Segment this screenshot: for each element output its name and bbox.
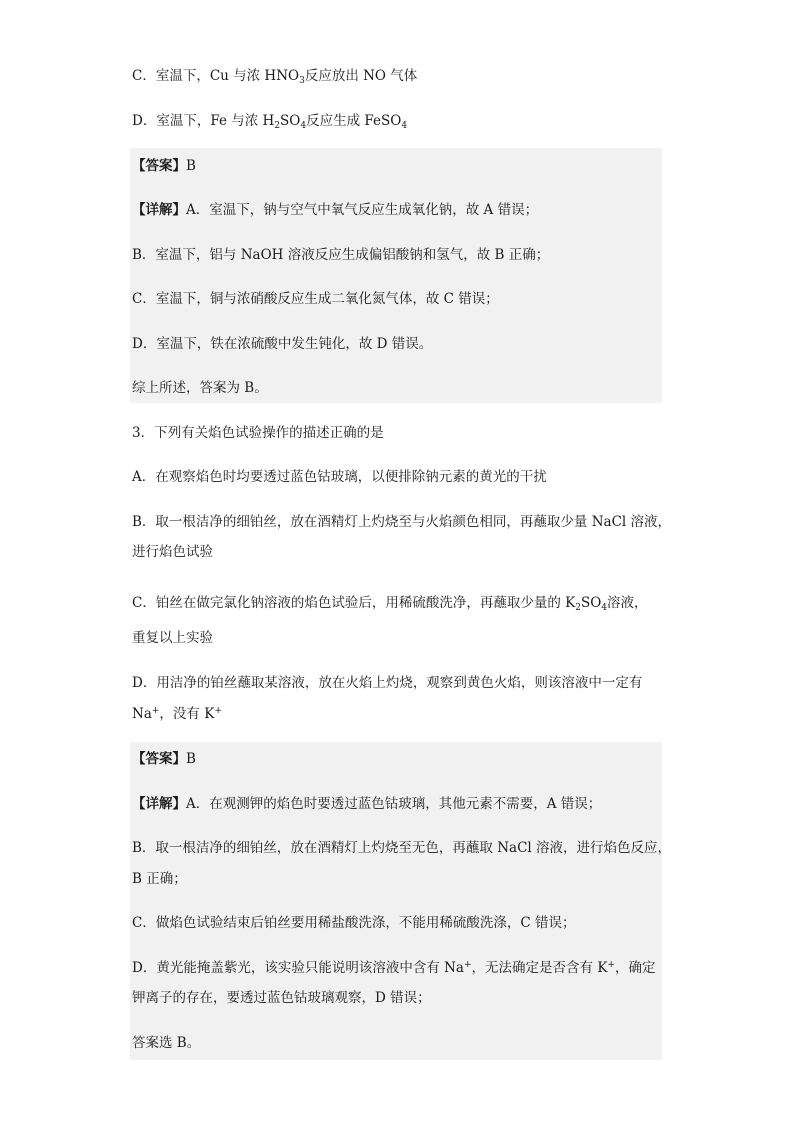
q3-analysis-d-sup1: +: [463, 960, 472, 970]
q2-option-d-sub3: 4: [401, 121, 408, 131]
q3-summary: 答案选 B。: [132, 1035, 201, 1051]
q2-analysis-label: 【详解】: [132, 202, 186, 218]
q3-option-c-suffix: 溶液，: [607, 595, 648, 611]
q2-option-d: [132, 111, 407, 131]
q3-analysis-d-sup2: +: [607, 960, 615, 970]
q2-option-d-sub1: 2: [274, 121, 281, 131]
q2-option-c-prefix: C．室温下，Cu 与浓 HNO: [132, 68, 300, 84]
q2-analysis-a-text: A．室温下，钠与空气中氧气反应生成氧化钠，故 A 错误；: [186, 202, 539, 218]
q3-option-d-sup1: +: [151, 706, 160, 716]
q2-option-d-prefix: D．室温下，Fe 与浓 H: [132, 113, 275, 129]
q3-option-c-prefix: C．铂丝在做完氯化钠溶液的焰色试验后，用稀硫酸洗净，再蘸取少量的 K: [132, 595, 576, 611]
q2-option-d-mid2: 反应生成 FeSO: [306, 113, 402, 129]
q2-answer-label: 【答案】: [132, 158, 186, 174]
q2-option-c-suffix: 反应放出 NO 气体: [304, 68, 418, 84]
q3-option-d-sup2: +: [214, 706, 222, 716]
q3-answer: [132, 749, 196, 769]
q3-analysis-d-line1: [132, 958, 655, 978]
q3-analysis-label: 【详解】: [132, 796, 186, 812]
q3-option-a: A．在观察焰色时均要透过蓝色钴玻璃，以便排除钠元素的黄光的干扰: [132, 469, 547, 485]
q2-analysis-d: D．室温下，铁在浓硫酸中发生钝化，故 D 错误。: [132, 336, 433, 352]
q3-stem: 3．下列有关焰色试验操作的描述正确的是: [132, 425, 384, 441]
q3-option-b-line1: B．取一根洁净的细铂丝，放在酒精灯上灼烧至与火焰颜色相同，再蘸取少量 NaCl 溶液，: [132, 514, 672, 530]
q2-option-d-mid: SO: [280, 113, 301, 129]
q3-option-c-sub2: 4: [601, 603, 608, 613]
answer-block-q3: [130, 742, 662, 1060]
q3-analysis-a: [132, 794, 601, 814]
q3-analysis-d-line2: 钾离子的存在，要透过蓝色钴玻璃观察，D 错误；: [132, 990, 431, 1006]
q3-answer-value: B: [186, 751, 196, 767]
q2-answer: [132, 156, 196, 176]
q2-option-c: [132, 66, 417, 86]
q2-analysis-b: B．室温下，铝与 NaOH 溶液反应生成偏铝酸钠和氢气，故 B 正确；: [132, 247, 550, 263]
q2-analysis-a: [132, 200, 538, 220]
q3-option-d-na: Na: [132, 706, 152, 722]
answer-block-q2: [130, 148, 662, 403]
q3-option-b-line2: 进行焰色试验: [132, 544, 213, 560]
q3-analysis-c: C．做焰色试验结束后铂丝要用稀盐酸洗涤，不能用稀硫酸洗涤，C 错误；: [132, 915, 576, 931]
q3-option-c-sub1: 2: [575, 603, 581, 613]
q3-analysis-b-line2: B 正确；: [132, 871, 187, 887]
q3-option-d-line2: [132, 704, 222, 724]
q2-summary: 综上所述，答案为 B。: [132, 380, 268, 396]
q3-analysis-b-line1: B．取一根洁净的细铂丝，放在酒精灯上灼烧至无色，再蘸取 NaCl 溶液，进行焰色反应，: [132, 840, 672, 856]
q3-option-c-line1: [132, 593, 648, 613]
q3-analysis-d-prefix: D．黄光能掩盖紫光，该实验只能说明该溶液中含有 Na: [132, 960, 464, 976]
q3-option-c-line2: 重复以上实验: [132, 630, 213, 646]
q3-analysis-a-text: A．在观测钾的焰色时要透过蓝色钴玻璃，其他元素不需要，A 错误；: [186, 796, 602, 812]
q2-option-c-sub: 3: [299, 76, 305, 86]
q2-analysis-c: C．室温下，铜与浓硝酸反应生成二氧化氮气体，故 C 错误；: [132, 291, 499, 307]
q3-analysis-d-mid: ，无法确定是否含有 K: [471, 960, 608, 976]
q3-option-d-line1: D．用洁净的铂丝蘸取某溶液，放在火焰上灼烧，观察到黄色火焰，则该溶液中一定有: [132, 675, 643, 691]
q3-answer-label: 【答案】: [132, 751, 186, 767]
q2-answer-value: B: [186, 158, 196, 174]
q3-option-c-mid: SO: [580, 595, 602, 611]
q3-option-d-mid: ，没有 K: [159, 706, 215, 722]
q2-option-d-sub2: 4: [300, 121, 307, 131]
q3-analysis-d-suffix: ，确定: [614, 960, 656, 976]
